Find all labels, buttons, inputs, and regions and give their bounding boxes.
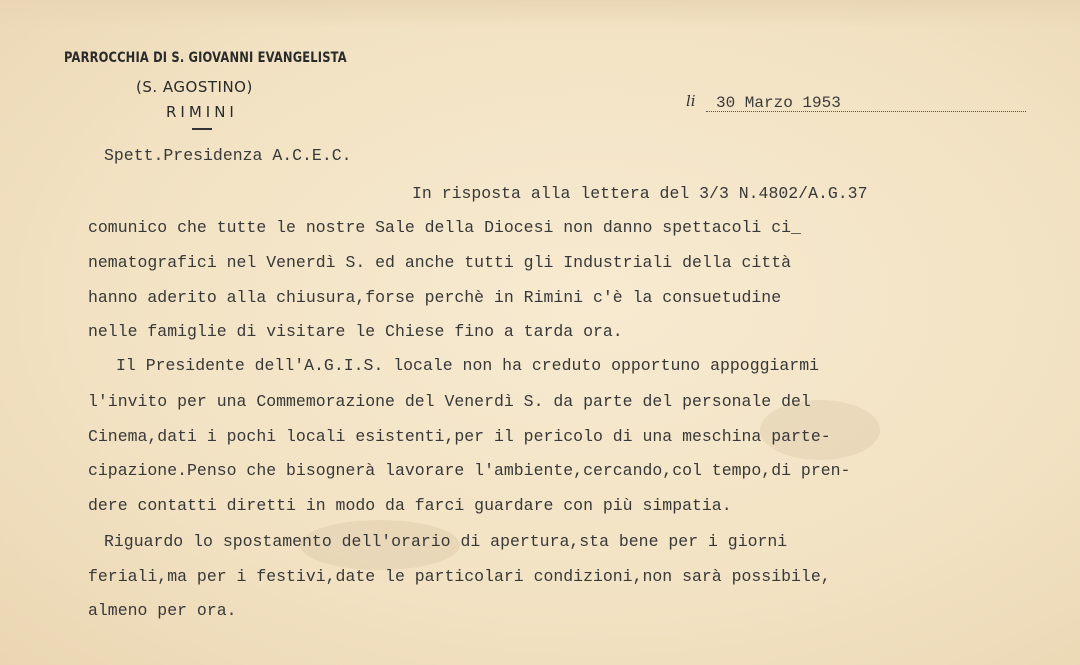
body-line: hanno aderito alla chiusura,forse perchè in Rimini c'è la consuetudine [88, 288, 782, 307]
body-line: dere contatti diretti in modo da farci guardare con più simpatia. [88, 496, 732, 515]
letterhead-church: (S. AGOSTINO) [136, 78, 253, 96]
body-line: Riguardo lo spostamento dell'orario di apertura,sta bene per i giorni [104, 532, 788, 551]
body-line: Cinema,dati i pochi locali esistenti,per il pericolo di una meschina parte- [88, 427, 831, 446]
body-line: nematografici nel Venerdì S. ed anche tutti gli Industriali della città [88, 253, 792, 272]
letterhead-parish: PARROCCHIA DI S. GIOVANNI EVANGELISTA [64, 50, 347, 66]
body-line: comunico che tutte le nostre Sale della Diocesi non danno spettacoli ci_ [88, 218, 801, 237]
paper-fold-shadow [0, 0, 1080, 28]
letterhead-city: RIMINI [166, 103, 238, 121]
body-line: l'invito per una Commemorazione del Venerdì S. da parte del personale del [88, 392, 811, 411]
body-line: almeno per ora. [88, 601, 237, 620]
letter-date: 30 Marzo 1953 [716, 94, 841, 112]
body-line: Il Presidente dell'A.G.I.S. locale non ha creduto opportuno appoggiarmi [116, 356, 820, 375]
body-line: In risposta alla lettera del 3/3 N.4802/A.G.37 [412, 184, 868, 203]
date-prefix: li [686, 92, 696, 110]
body-line: cipazione.Penso che bisognerà lavorare l'ambiente,cercando,col tempo,di pren- [88, 461, 851, 480]
letterhead-rule [192, 128, 212, 130]
addressee: Spett.Presidenza A.C.E.C. [104, 146, 352, 165]
body-line: feriali,ma per i festivi,date le particolari condizioni,non sarà possibile, [88, 567, 831, 586]
body-line: nelle famiglie di visitare le Chiese fino a tarda ora. [88, 322, 623, 341]
